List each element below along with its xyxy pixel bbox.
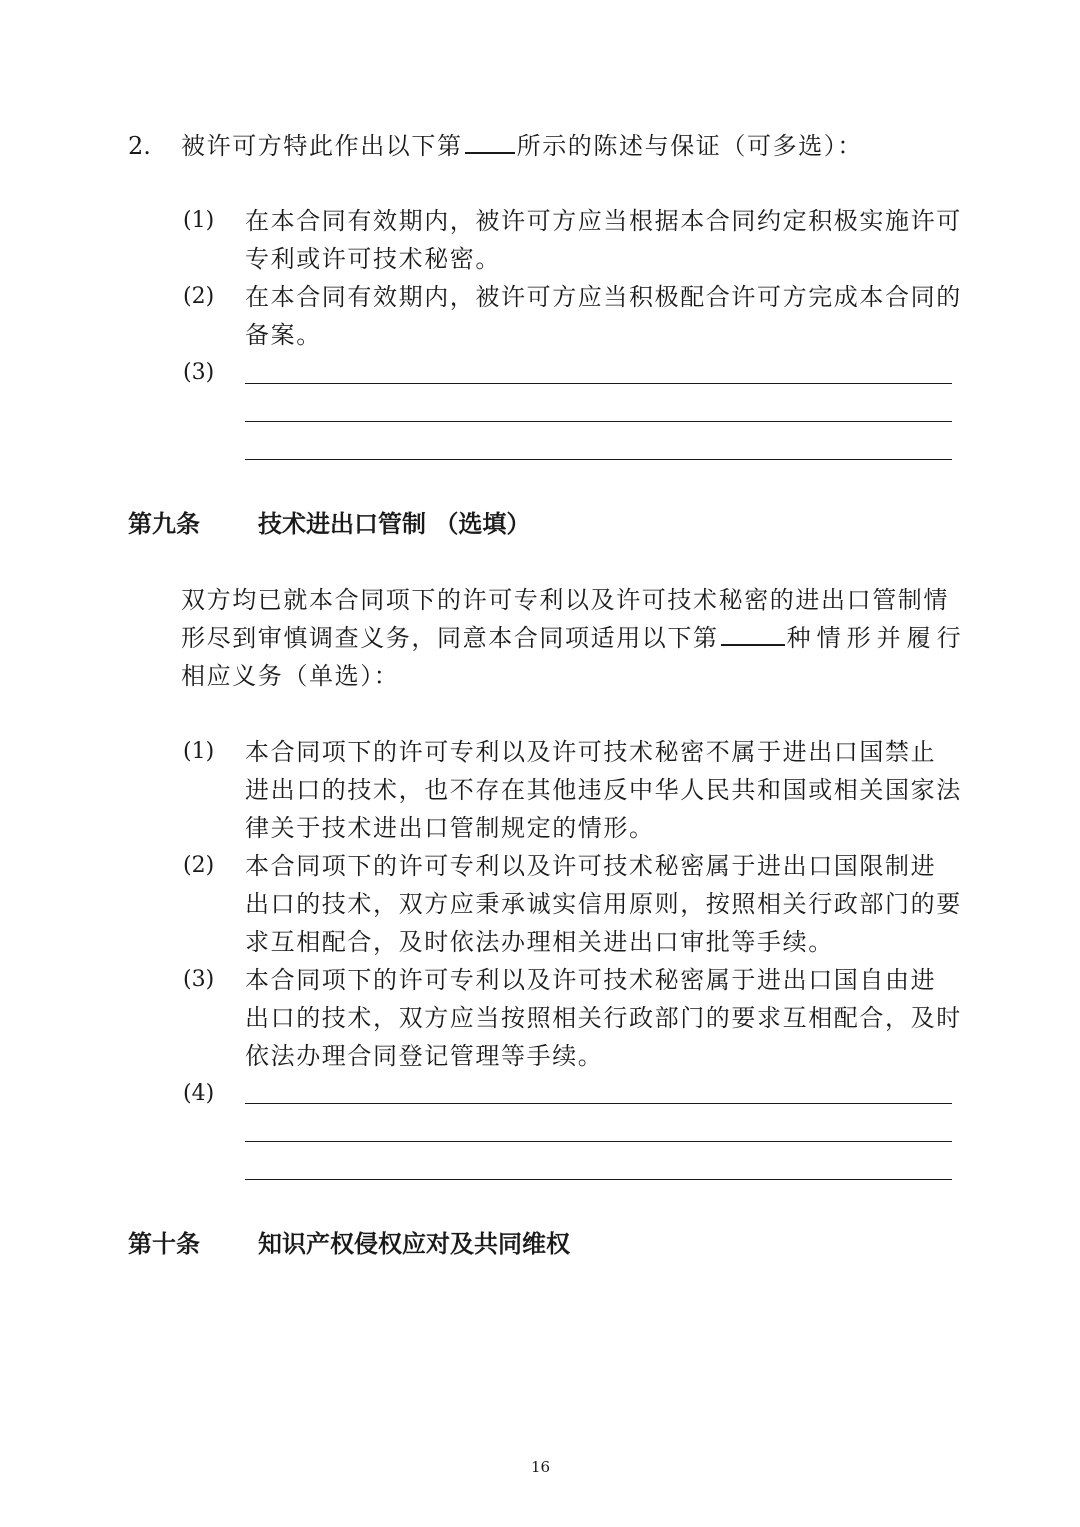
article-9-item-1-marker: (1) [183,739,215,764]
article-9-intro-line-1: 双方均已就本合同项下的许可专利以及许可技术秘密的进出口管制情 [181,586,949,614]
article-9-item-1-line-1: 本合同项下的许可专利以及许可技术秘密不属于进出口国禁止 [245,738,937,766]
page-number: 16 [531,1458,551,1476]
clause-2-item-2-line-2: 备案。 [245,321,322,349]
article-9-item-4-fill-line-1 [245,1103,952,1104]
article-9-item-3-line-2: 出口的技术，双方应当按照相关行政部门的要求互相配合，及时 [245,1004,962,1032]
article-9-label: 第九条 [128,509,200,538]
clause-2-item-3-fill-line-3 [245,459,952,460]
clause-2-text-after: 所示的陈述与保证（可多选）： [516,132,864,160]
article-9-item-3-marker: (3) [183,967,215,992]
clause-2-text-before: 被许可方特此作出以下第 [181,132,463,160]
clause-2-item-1-line-1: 在本合同有效期内，被许可方应当根据本合同约定积极实施许可 [245,207,962,235]
article-9-item-2-marker: (2) [183,853,215,878]
clause-2-item-3-fill-line-1 [245,383,952,384]
article-9-item-4-fill-line-2 [245,1141,952,1142]
article-9-choice-blank [721,620,785,646]
clause-2-blank [465,128,515,154]
article-10-label: 第十条 [128,1229,200,1258]
article-9-intro-text-after: 种情形并履行 [786,624,967,652]
clause-2-item-3-marker: (3) [183,360,215,385]
article-9-item-4-marker: (4) [183,1081,215,1106]
article-9-item-1-line-3: 律关于技术进出口管制规定的情形。 [245,814,655,842]
clause-2-item-1-marker: (1) [183,208,215,233]
clause-2-item-2-marker: (2) [183,284,215,309]
article-9-item-3-line-3: 依法办理合同登记管理等手续。 [245,1042,604,1070]
article-9-intro-line-2 [181,619,967,657]
article-9-item-2-line-1: 本合同项下的许可专利以及许可技术秘密属于进出口国限制进 [245,852,937,880]
clause-2-number: 2. [128,132,151,160]
article-9-item-3-line-1: 本合同项下的许可专利以及许可技术秘密属于进出口国自由进 [245,966,937,994]
article-9-intro-text-before: 形尽到审慎调查义务，同意本合同项适用以下第 [181,624,719,652]
clause-2-statement [181,127,863,165]
article-9-item-4-fill-line-3 [245,1179,952,1180]
article-9-intro-line-3: 相应义务（单选）： [181,662,400,690]
article-9-item-2-line-2: 出口的技术，双方应秉承诚实信用原则，按照相关行政部门的要 [245,890,962,918]
clause-2-item-3-fill-line-2 [245,421,952,422]
article-9-item-1-line-2: 进出口的技术，也不存在其他违反中华人民共和国或相关国家法 [245,776,962,804]
article-9-title: 技术进出口管制 （选填） [258,509,531,538]
article-10-title: 知识产权侵权应对及共同维权 [258,1229,570,1258]
article-9-item-2-line-3: 求互相配合，及时依法办理相关进出口审批等手续。 [245,928,834,956]
clause-2-item-2-line-1: 在本合同有效期内，被许可方应当积极配合许可方完成本合同的 [245,283,962,311]
clause-2-item-1-line-2: 专利或许可技术秘密。 [245,245,501,273]
